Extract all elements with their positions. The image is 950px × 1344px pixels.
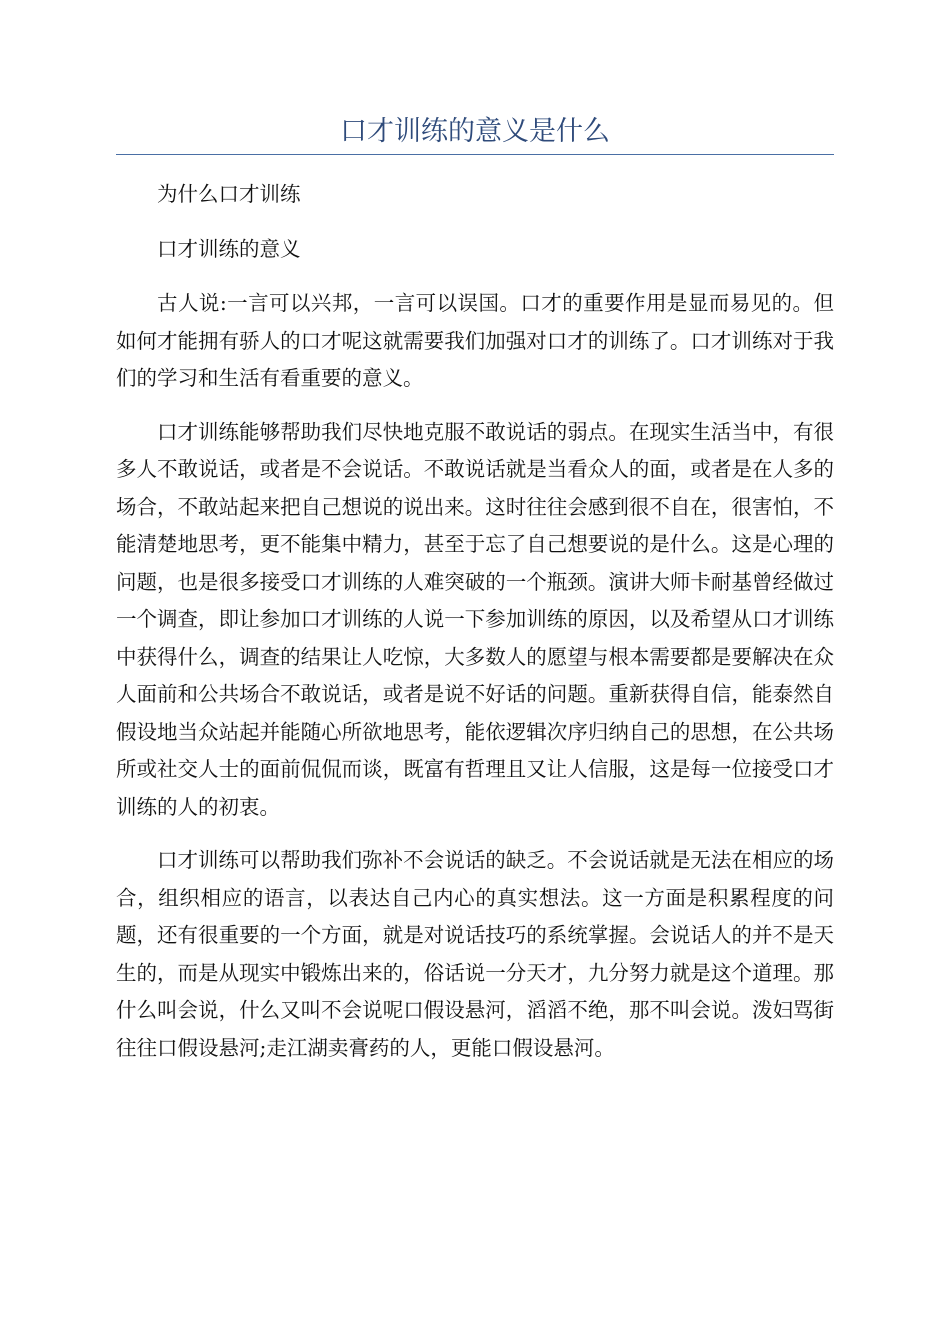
paragraph-2: 口才训练能够帮助我们尽快地克服不敢说话的弱点。在现实生活当中，有很多人不敢说话，或者是不会说话。不敢说话就是当看众人的面，或者是在人多的场合，不敢站起来把自己想说的说出来。这时往往会感到很不自在，很害怕，不能清楚地思考，更不能集中精力，甚至于忘了自己想要说的是什么。这是心理的问题，也是很多接受口才训练的人难突破的一个瓶颈。演讲大师卡耐基曾经做过一个调查，即让参加口才训练的人说一下参加训练的原因，以及希望从口才训练中获得什么，调查的结果让人吃惊，大多数人的愿望与根本需要都是要解决在众人面前和公共场合不敢说话，或者是说不好话的问题。重新获得自信，能泰然自假设地当众站起并能随心所欲地思考，能依逻辑次序归纳自己的思想，在公共场所或社交人士的面前侃侃而谈，既富有哲理且又让人信服，这是每一位接受口才训练的人的初衷。 [116,419,834,819]
page-title: 口才训练的意义是什么 [340,116,610,147]
document-page [116,0,834,1344]
subheading-meaning: 口才训练的意义 [157,236,301,261]
paragraph-3: 口才训练可以帮助我们弥补不会说话的缺乏。不会说话就是无法在相应的场合，组织相应的语言，以表达自己内心的真实想法。这一方面是积累程度的问题，还有很重要的一个方面，就是对说话技巧的系统掌握。会说话人的并不是天生的，而是从现实中锻炼出来的，俗话说一分天才，九分努力就是这个道理。那什么叫会说，什么又叫不会说呢口假设悬河，滔滔不绝，那不叫会说。泼妇骂街往往口假设悬河;走江湖卖膏药的人，更能口假设悬河。 [116,848,834,1060]
title-underline [116,154,834,155]
subheading-why: 为什么口才训练 [157,182,301,206]
document-body [116,176,834,1083]
paragraph-1: 古人说:一言可以兴邦，一言可以误国。口才的重要作用是显而易见的。但如何才能拥有骄人的口才呢这就需要我们加强对口才的训练了。口才训练对于我们的学习和生活有看重要的意义。 [116,291,834,390]
